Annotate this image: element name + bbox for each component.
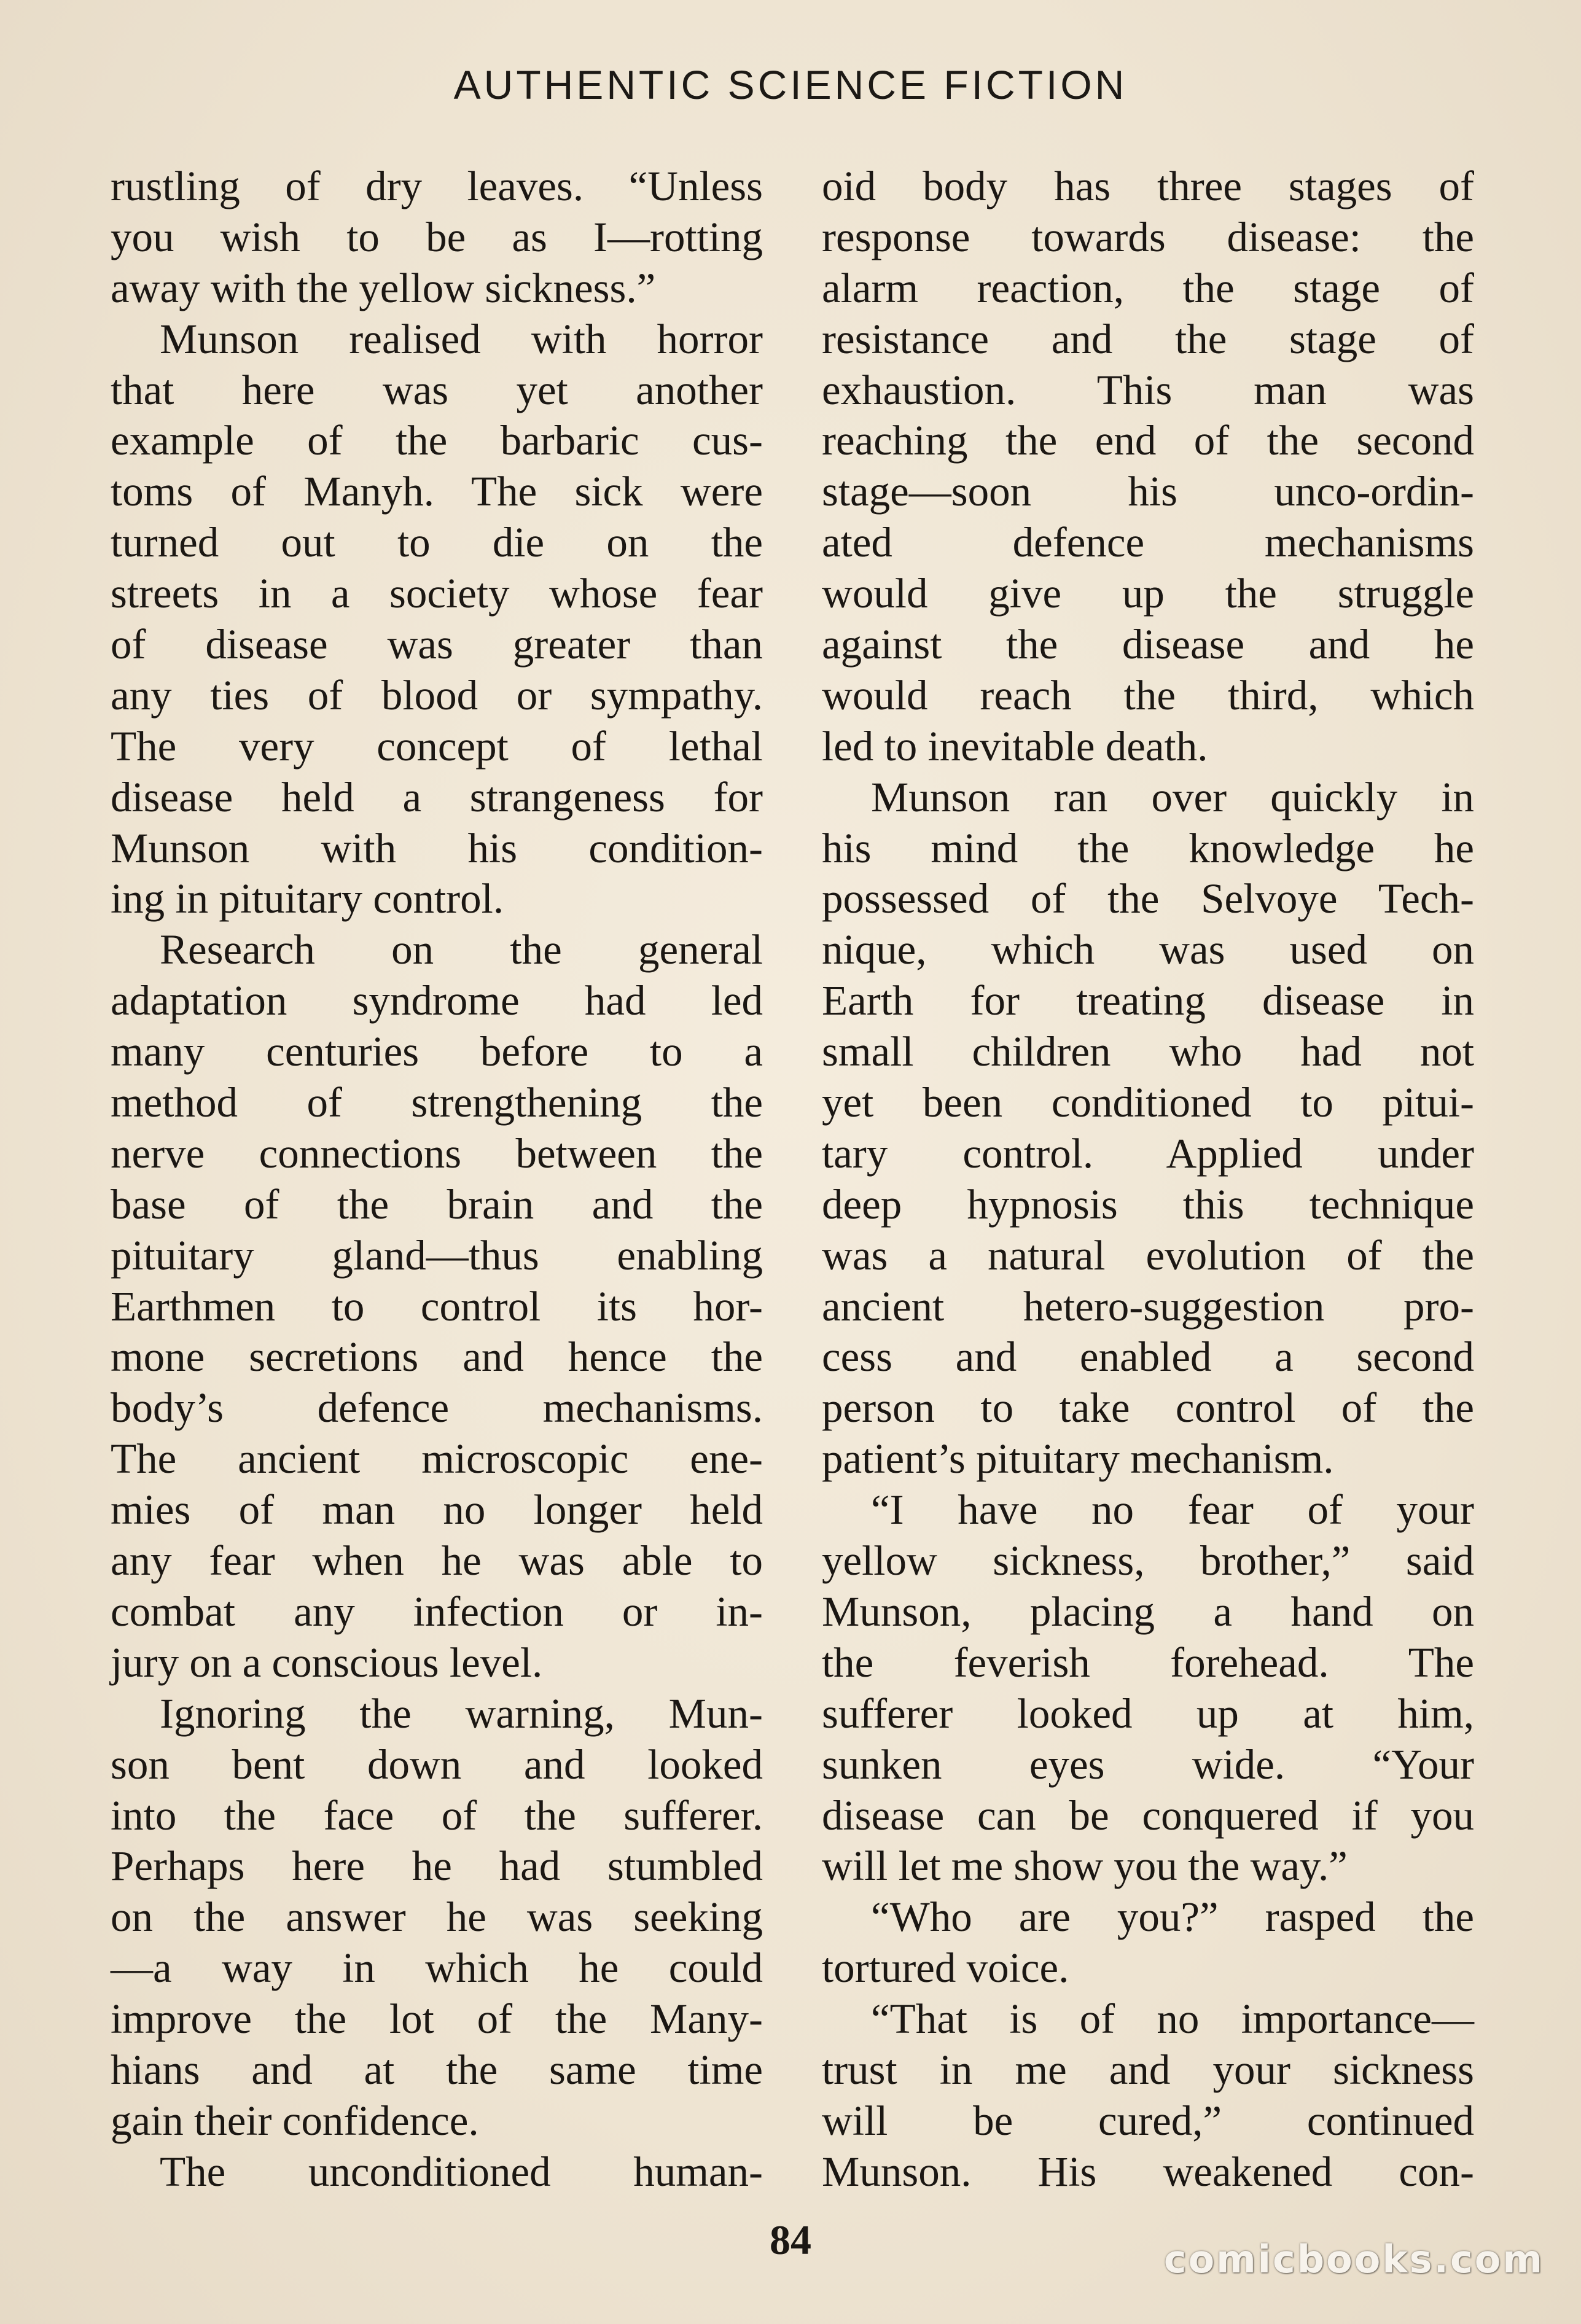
- text-line: would give up the struggle: [822, 570, 1474, 617]
- text-line: improve the lot of the Many-: [111, 1995, 763, 2043]
- text-line: of disease was greater than: [111, 621, 763, 668]
- text-line: rustling of dry leaves. “Unless: [111, 163, 763, 209]
- text-line: alarm reaction, the stage of: [822, 264, 1474, 311]
- text-line: disease can be conquered if you: [822, 1792, 1474, 1839]
- text-line: adaptation syndrome had led: [111, 977, 763, 1024]
- text-line: Munson realised with horror: [160, 315, 763, 362]
- text-line: yet been conditioned to pitui-: [822, 1079, 1474, 1126]
- text-line: turned out to die on the: [111, 519, 763, 566]
- text-line: oid body has three stages of: [822, 163, 1474, 209]
- text-line: his mind the knowledge he: [822, 824, 1474, 872]
- text-line: led to inevitable death.: [822, 722, 1208, 770]
- text-line: The very concept of lethal: [111, 722, 763, 770]
- text-line: Munson ran over quickly in: [871, 773, 1474, 821]
- text-line: that here was yet another: [111, 366, 763, 413]
- text-line: Perhaps here he had stumbled: [111, 1842, 763, 1890]
- text-line: “That is of no importance—: [871, 1995, 1474, 2043]
- text-line: away with the yellow sickness.”: [111, 264, 656, 311]
- text-column-left: [111, 161, 763, 2197]
- text-line: many centuries before to a: [111, 1028, 763, 1075]
- text-line: toms of Manyh. The sick were: [111, 468, 763, 515]
- text-line: Munson, placing a hand on: [822, 1588, 1474, 1635]
- text-line: base of the brain and the: [111, 1180, 763, 1228]
- text-line: jury on a conscious level.: [111, 1639, 543, 1686]
- text-line: The unconditioned human-: [160, 2148, 763, 2195]
- text-line: “Who are you?” rasped the: [871, 1893, 1474, 1941]
- text-line: tary control. Applied under: [822, 1129, 1474, 1177]
- text-line: possessed of the Selvoye Tech-: [822, 875, 1474, 922]
- text-line: Research on the general: [160, 926, 763, 973]
- text-line: exhaustion. This man was: [822, 366, 1474, 413]
- running-head: AUTHENTIC SCIENCE FICTION: [453, 62, 1128, 107]
- text-line: will let me show you the way.”: [822, 1842, 1348, 1890]
- text-line: Munson. His weakened con-: [822, 2148, 1474, 2195]
- text-line: gain their confidence.: [111, 2097, 479, 2144]
- text-line: sufferer looked up at him,: [822, 1690, 1474, 1737]
- text-line: nique, which was used on: [822, 926, 1474, 973]
- text-line: was a natural evolution of the: [822, 1231, 1474, 1279]
- text-line: The ancient microscopic ene-: [111, 1435, 763, 1483]
- text-line: small children who had not: [822, 1028, 1474, 1075]
- text-line: pituitary gland—thus enabling: [111, 1231, 763, 1279]
- text-line: ing in pituitary control.: [111, 875, 504, 922]
- text-line: disease held a strangeness for: [111, 773, 763, 821]
- text-line: mies of man no longer held: [111, 1486, 763, 1534]
- text-line: yellow sickness, brother,” said: [822, 1537, 1474, 1585]
- text-line: body’s defence mechanisms.: [111, 1384, 763, 1432]
- text-line: example of the barbaric cus-: [111, 417, 763, 464]
- text-column-right: [822, 161, 1474, 2197]
- text-line: any ties of blood or sympathy.: [111, 671, 763, 719]
- text-line: would reach the third, which: [822, 671, 1474, 719]
- text-line: nerve connections between the: [111, 1129, 763, 1177]
- text-line: will be cured,” continued: [822, 2097, 1474, 2144]
- text-line: hians and at the same time: [111, 2046, 763, 2093]
- text-line: mone secretions and hence the: [111, 1333, 763, 1381]
- text-line: on the answer he was seeking: [111, 1893, 763, 1941]
- text-line: into the face of the sufferer.: [111, 1792, 763, 1839]
- text-line: Earthmen to control its hor-: [111, 1282, 763, 1330]
- text-line: any fear when he was able to: [111, 1537, 763, 1585]
- text-line: tortured voice.: [822, 1944, 1069, 1992]
- text-line: stage—soon his unco-ordin-: [822, 468, 1474, 515]
- text-line: response towards disease: the: [822, 213, 1474, 260]
- watermark: comicbooks.com: [1163, 2237, 1544, 2282]
- text-line: resistance and the stage of: [822, 315, 1474, 362]
- text-line: the feverish forehead. The: [822, 1639, 1474, 1686]
- text-line: ated defence mechanisms: [822, 519, 1474, 566]
- text-line: combat any infection or in-: [111, 1588, 763, 1635]
- text-line: sunken eyes wide. “Your: [822, 1741, 1474, 1788]
- text-line: Earth for treating disease in: [822, 977, 1474, 1024]
- text-line: Munson with his condition-: [111, 824, 763, 872]
- text-line: deep hypnosis this technique: [822, 1180, 1474, 1228]
- text-line: cess and enabled a second: [822, 1333, 1474, 1381]
- text-line: “I have no fear of your: [871, 1486, 1474, 1534]
- text-line: trust in me and your sickness: [822, 2046, 1474, 2093]
- text-line: streets in a society whose fear: [111, 570, 763, 617]
- text-line: person to take control of the: [822, 1384, 1474, 1432]
- text-line: patient’s pituitary mechanism.: [822, 1435, 1334, 1483]
- text-line: reaching the end of the second: [822, 417, 1474, 464]
- text-line: against the disease and he: [822, 621, 1474, 668]
- text-line: —a way in which he could: [111, 1944, 763, 1992]
- text-line: son bent down and looked: [111, 1741, 763, 1788]
- text-line: ancient hetero-suggestion pro-: [822, 1282, 1474, 1330]
- text-line: Ignoring the warning, Mun-: [160, 1690, 763, 1737]
- text-line: you wish to be as I—rotting: [111, 213, 763, 260]
- text-line: method of strengthening the: [111, 1079, 763, 1126]
- page-number: 84: [770, 2217, 811, 2263]
